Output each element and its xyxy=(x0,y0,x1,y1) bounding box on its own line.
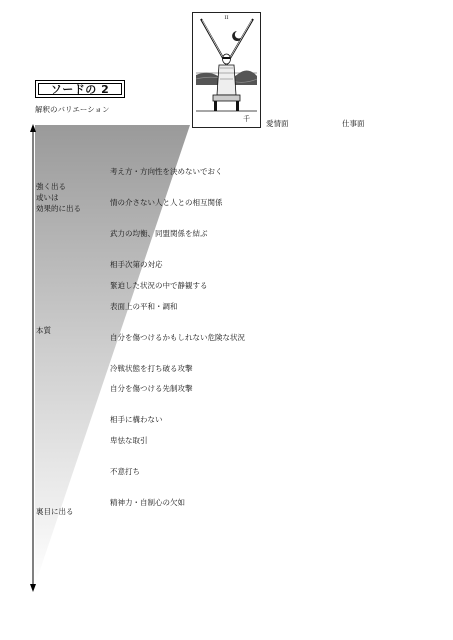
column-header-love: 愛情面 xyxy=(266,119,289,128)
card-caption: 千 xyxy=(243,115,250,123)
page-title: ソードの 2 xyxy=(35,80,125,98)
list-item: 相手次第の対応 xyxy=(110,260,163,269)
list-item: 情の介さない人と人との相互関係 xyxy=(110,198,223,207)
list-item: 卑怯な取引 xyxy=(110,436,148,445)
label-reverse: 裏目に出る xyxy=(36,507,74,516)
list-item: 自分を傷つけるかもしれない危険な状況 xyxy=(110,333,245,342)
list-item: 表面上の平和・調和 xyxy=(110,302,178,311)
list-item: 自分を傷つける先制攻撃 xyxy=(110,384,193,393)
list-item: 相手に構わない xyxy=(110,415,163,424)
list-item: 武力の均衡、同盟関係を結ぶ xyxy=(110,229,208,238)
list-item: 考え方・方向性を決めないでおく xyxy=(110,167,223,176)
label-essence: 本質 xyxy=(36,326,51,335)
list-item: 冷戦状態を打ち破る攻撃 xyxy=(110,364,193,373)
label-strong: 強く出る 或いは 効果的に出る xyxy=(36,182,81,213)
page-subtitle: 解釈のバリエーション xyxy=(35,105,110,114)
list-item: 緊迫した状況の中で静観する xyxy=(110,281,208,290)
axis-arrow-down-icon xyxy=(30,584,36,592)
card-numeral: II xyxy=(224,15,229,21)
list-item: 不意打ち xyxy=(110,467,140,476)
column-header-work: 仕事面 xyxy=(342,119,365,128)
list-item: 精神力・自制心の欠如 xyxy=(110,498,185,507)
